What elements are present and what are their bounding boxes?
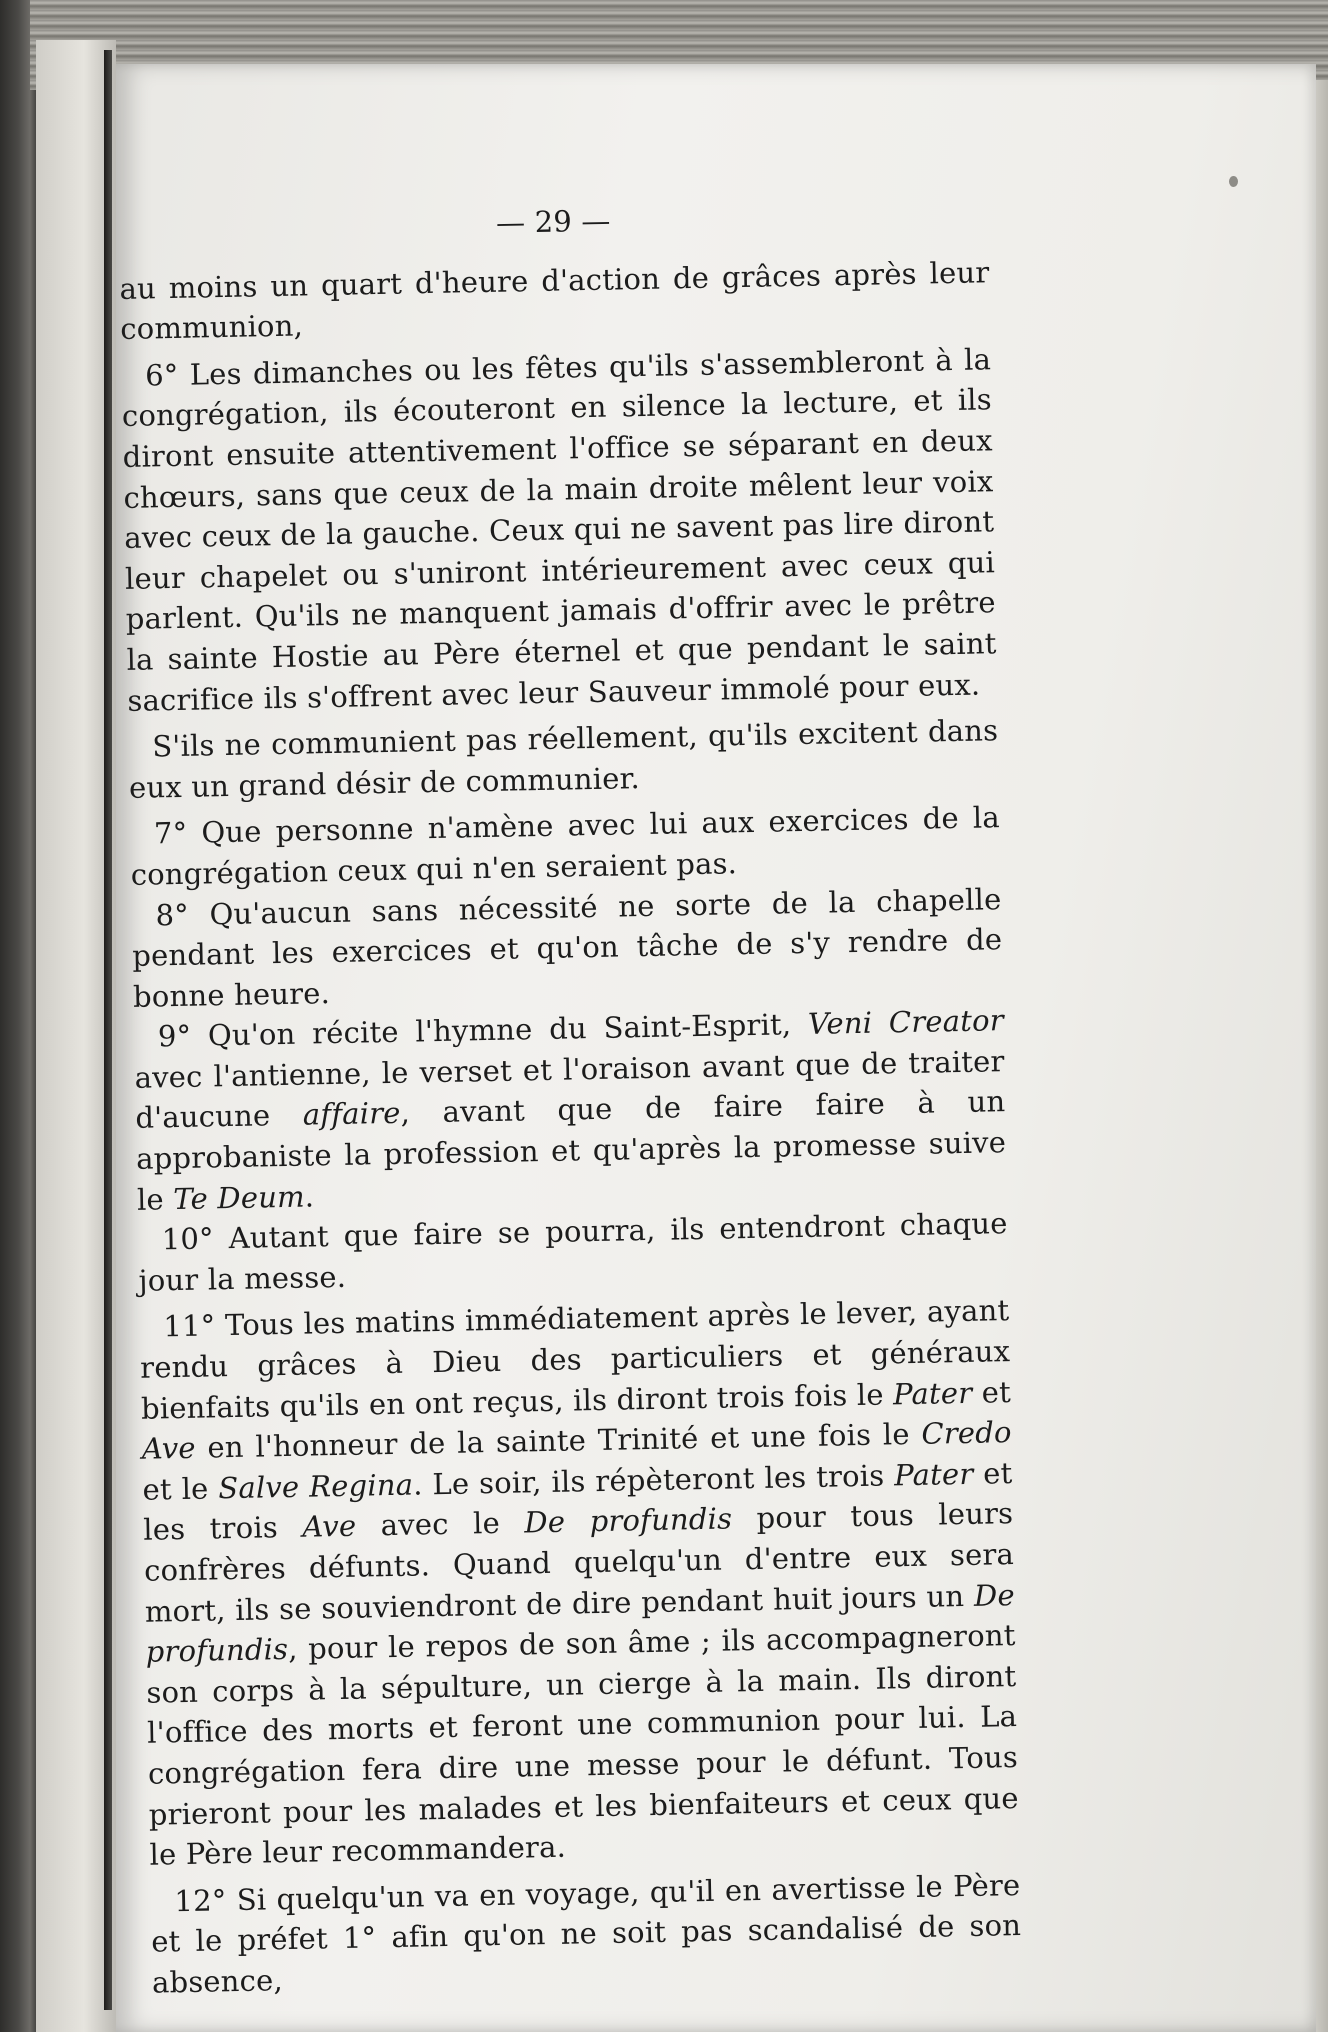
text-run: 12° Si quelqu'un va en voyage, qu'il en avertisse le Père et le préfet 1° afin qu'on ne soit pas scandalisé de son absence, (150, 1867, 1022, 2000)
italic-text-run: De profundis (524, 1501, 733, 1540)
book-spine (104, 50, 112, 2010)
italic-text-run: De profundis (145, 1577, 1016, 1669)
italic-text-run: Salve Regina (218, 1467, 414, 1506)
text-run: S'ils ne communient pas réellement, qu'ils excitent dans eux un grand désir de communier. (128, 713, 999, 805)
italic-text-run: Ave (302, 1509, 357, 1545)
paragraph-rule-11 (139, 1291, 1020, 1876)
italic-text-run: Ave (141, 1430, 197, 1466)
paragraph-rule-12 (150, 1865, 1022, 2003)
text-run: 10° Autant que faire se pourra, ils entendront chaque jour la messe. (138, 1206, 1008, 1298)
text-run: 7° Que personne n'amène avec lui aux exercices de la congrégation ceux qui n'en seraient pas. (130, 800, 1001, 892)
text-run: avec l'antienne, le verset et l'oraison avant que de traiter d'aucune (134, 1044, 1005, 1136)
paper-spot (1229, 176, 1238, 187)
italic-text-run: Credo (921, 1415, 1012, 1452)
text-run: en l'honneur de la sainte Trinité et une fois le (195, 1417, 922, 1465)
text-run: avec le (355, 1505, 525, 1544)
text-run: pour tous leurs confrères défunts. Quand quelqu'un d'entre eux sera mort, ils se souviendront de dire pendant huit jours un (143, 1496, 1015, 1629)
text-run: au moins un quart d'heure d'action de grâces après leur communion, (119, 254, 990, 347)
text-run: 8° Qu'aucun sans nécessité ne sorte de la chapelle pendant les exercices et qu'on tâche de s'y rendre de bonne heure. (131, 881, 1003, 1014)
text-run: 6° Les dimanches ou les fêtes qu'ils s'assembleront à la congrégation, ils écouteront en silence la lecture, et ils diront ensuite attentivement l'office se séparant en deux chœurs, sans que ceux de la main droite mêlent leur voix avec ceux de la gauche. Ceux qui ne savent pas lire diront leur chapelet ou s'uniront intérieurement avec ceux qui parlent. Qu'ils ne manquent jamais d'offrir avec le prêtre la sainte Hostie au Père éternel et que pendant le saint sacrifice ils s'offrent avec leur Sauveur immolé pour eux. (121, 342, 997, 718)
paragraph-rule-6-continued (128, 710, 999, 808)
text-run: et les trois (143, 1455, 1013, 1548)
page-number: — 29 — (495, 203, 611, 240)
paragraph-rule-9 (133, 1000, 1007, 1220)
italic-text-run: Veni Creator (807, 1003, 1005, 1042)
paragraph-continuation (119, 252, 990, 350)
paragraph-rule-10 (137, 1203, 1008, 1301)
italic-text-run: Te Deum (172, 1179, 306, 1216)
text-run: et (971, 1374, 1012, 1410)
italic-text-run: affaire (302, 1096, 401, 1133)
paragraph-rule-6 (121, 339, 998, 721)
page-text-block (118, 193, 1022, 2009)
italic-text-run: Pater (892, 1375, 973, 1411)
text-run: 11° Tous les matins immédiatement après le lever, ayant rendu grâces à Dieu des particuliers et généraux bienfaits qu'ils en ont reçus, ils diront trois fois le (139, 1293, 1011, 1426)
text-run: . Le soir, ils répèteront les trois (412, 1458, 895, 1502)
paragraph-rule-8 (131, 879, 1003, 1017)
text-run: , avant que de faire faire à un approbaniste la profession et qu'après la promesse suive le (135, 1084, 1007, 1217)
text-run: 9° Qu'on récite l'hymne du Saint-Esprit, (157, 1007, 809, 1054)
italic-text-run: Pater (893, 1456, 974, 1493)
text-run: et le (142, 1471, 219, 1507)
text-run: , pour le repos de son âme ; ils accompagneront son corps à la sépulture, un cierge à la main. Ils diront l'office des morts et feront une communion pour lui. La congrégation fera dire une messe pour le défunt. Tous prieront pour les malades et les bienfaiteurs et ceux que le Père leur recommandera. (146, 1618, 1019, 1872)
text-run: . (304, 1179, 315, 1214)
